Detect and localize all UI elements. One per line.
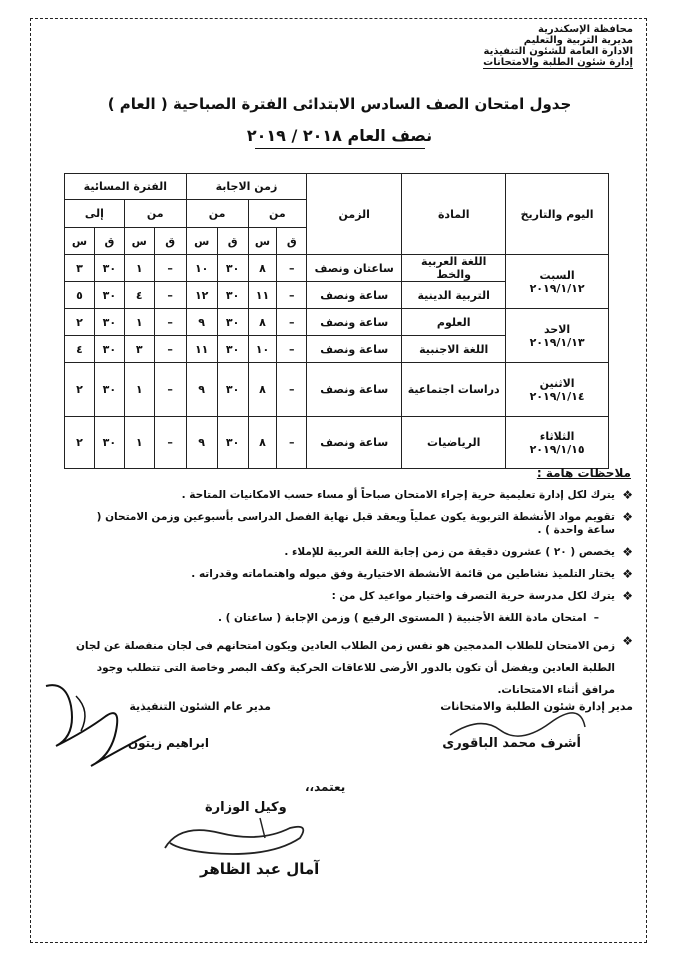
cell: – — [277, 309, 307, 336]
subject-cell: التربية الدينية — [402, 282, 506, 309]
note-subitem-text: امتحان مادة اللغة الأجنبية ( المستوى الرفيع ) وزمن الإجابة ( ساعتان ) . — [217, 612, 587, 624]
time-cell: ساعة ونصف — [307, 282, 402, 309]
letterhead-line: مديرية التربية والتعليم — [523, 35, 633, 46]
cell: ٣٠ — [94, 417, 124, 469]
cell: – — [277, 363, 307, 417]
letterhead-line: الادارة العامة للشئون التنفيذية — [483, 46, 633, 57]
left-signatory-title: مدير عام الشئون التنفيذية — [129, 700, 271, 713]
cell: – — [277, 282, 307, 309]
cell: ٣٠ — [217, 309, 248, 336]
notes-heading: ملاحظات هامة : — [536, 466, 631, 480]
cell: ١١ — [248, 282, 277, 309]
cell: – — [277, 417, 307, 469]
diamond-bullet-icon: ❖ — [622, 488, 633, 502]
right-signatory-name: أشرف محمد الباقورى — [442, 736, 581, 751]
note-text: يترك لكل مدرسة حرية التصرف واختيار مواعيد كل من : — [331, 590, 615, 602]
cell: ١ — [124, 255, 154, 282]
day-cell — [506, 417, 609, 469]
header-s: س — [186, 228, 217, 255]
cell: ٣٠ — [94, 309, 124, 336]
cell: – — [154, 255, 186, 282]
day-cell — [506, 255, 609, 309]
note-item — [73, 590, 633, 603]
day-date: ٢٠١٩/١/١٣ — [529, 335, 585, 349]
cell: ٣٠ — [217, 363, 248, 417]
cell: ٣ — [124, 336, 154, 363]
cell: ٣٠ — [217, 282, 248, 309]
cell: ٣٠ — [217, 417, 248, 469]
cell: – — [154, 282, 186, 309]
note-text: يترك لكل إدارة تعليمية حرية إجراء الامتحان صباحاً أو مساء حسب الامكانيات المتاحة . — [181, 489, 615, 501]
note-item — [73, 568, 633, 581]
notes-list — [73, 489, 633, 710]
cell: ٣ — [65, 255, 95, 282]
header-q: ق — [154, 228, 186, 255]
cell: ٩ — [186, 363, 217, 417]
page-border — [30, 18, 647, 943]
approval-label: يعتمد،، — [305, 780, 346, 794]
note-item — [73, 635, 633, 701]
deputy-name: آمال عبد الظاهر — [200, 860, 320, 878]
header-evening: الفترة المسائية — [65, 174, 187, 200]
cell: ٣٠ — [94, 255, 124, 282]
cell: – — [154, 309, 186, 336]
note-text: يختار التلميذ نشاطين من قائمة الأنشطة الاختيارية وفق ميوله واهتماماته وقدراته . — [191, 568, 615, 580]
time-cell: ساعة ونصف — [307, 417, 402, 469]
cell: ٣٠ — [94, 336, 124, 363]
header-s: س — [124, 228, 154, 255]
header-s: س — [248, 228, 277, 255]
time-cell: ساعة ونصف — [307, 363, 402, 417]
header-q: ق — [217, 228, 248, 255]
subject-cell: دراسات اجتماعية — [402, 363, 506, 417]
day-cell — [506, 363, 609, 417]
time-cell: ساعة ونصف — [307, 336, 402, 363]
subject-cell: اللغة الاجنبية — [402, 336, 506, 363]
day-name: السبت — [539, 268, 575, 282]
cell: ٩ — [186, 417, 217, 469]
page-subtitle: نصف العام ٢٠١٨ / ٢٠١٩ — [246, 126, 433, 145]
cell: ١٠ — [186, 255, 217, 282]
header-q: ق — [277, 228, 307, 255]
cell: ٩ — [186, 309, 217, 336]
cell: – — [154, 417, 186, 469]
day-name: الثلاثاء — [539, 429, 575, 443]
diamond-bullet-icon: ❖ — [622, 589, 633, 603]
subject-cell: العلوم — [402, 309, 506, 336]
day-date: ٢٠١٩/١/١٥ — [529, 442, 585, 456]
left-signatory-name: ابراهيم زيتون — [127, 736, 209, 750]
cell: ٣٠ — [217, 255, 248, 282]
cell: ٥ — [65, 282, 95, 309]
header-answer-time: زمن الاجابة — [186, 174, 306, 200]
cell: ١٢ — [186, 282, 217, 309]
cell: ٨ — [248, 417, 277, 469]
cell: ٨ — [248, 309, 277, 336]
deputy-title: وكيل الوزارة — [205, 800, 287, 815]
page-title: جدول امتحان الصف السادس الابتدائى الفترة الصباحية ( العام ) — [107, 95, 572, 113]
day-date: ٢٠١٩/١/١٤ — [529, 389, 585, 403]
note-item — [73, 489, 633, 502]
cell: ٣٠ — [94, 363, 124, 417]
header-subject: المادة — [402, 174, 506, 255]
cell: ٨ — [248, 363, 277, 417]
letterhead — [483, 24, 633, 69]
header-from: من — [248, 200, 307, 228]
note-item — [73, 546, 633, 559]
cell: ٣٠ — [94, 282, 124, 309]
letterhead-line: محافظة الإسكندرية — [538, 24, 633, 35]
right-signatory-title: مدير إدارة شئون الطلبة والامتحانات — [440, 700, 633, 713]
note-text: تقويم مواد الأنشطة التربوية يكون عملياً ويعقد قبل نهاية الفصل الدراسى بأسبوعين وزمن الامتحان ( ساعة واحدة ) . — [96, 511, 615, 536]
day-name: الاثنين — [539, 376, 575, 390]
header-day: اليوم والتاريخ — [506, 174, 609, 255]
diamond-bullet-icon: ❖ — [622, 545, 633, 559]
subject-cell: الرياضيات — [402, 417, 506, 469]
cell: ١ — [124, 309, 154, 336]
time-cell: ساعتان ونصف — [307, 255, 402, 282]
deputy-signature-mark — [150, 808, 320, 868]
subject-cell: اللغة العربية والخط — [402, 255, 506, 282]
header-to: إلى — [65, 200, 125, 228]
day-cell — [506, 309, 609, 363]
cell: ٢ — [65, 363, 95, 417]
diamond-bullet-icon: ❖ — [622, 510, 633, 524]
note-item — [73, 511, 633, 537]
cell: ١ — [124, 417, 154, 469]
cell: – — [277, 255, 307, 282]
note-subitem: – امتحان مادة اللغة الأجنبية ( المستوى الرفيع ) وزمن الإجابة ( ساعتان ) . — [217, 612, 599, 624]
cell: ٤ — [65, 336, 95, 363]
cell: ٢ — [65, 309, 95, 336]
cell: ١١ — [186, 336, 217, 363]
cell: ٣٠ — [217, 336, 248, 363]
day-name: الاحد — [543, 322, 571, 336]
cell: ١ — [124, 363, 154, 417]
cell: ١٠ — [248, 336, 277, 363]
header-s: س — [65, 228, 95, 255]
left-signature-mark — [36, 676, 156, 776]
cell: – — [154, 336, 186, 363]
header-time: الزمن — [307, 174, 402, 255]
diamond-bullet-icon: ❖ — [622, 634, 633, 648]
day-date: ٢٠١٩/١/١٢ — [529, 281, 585, 295]
cell: – — [277, 336, 307, 363]
note-text: زمن الامتحان للطلاب المدمجين هو نفس زمن الطلاب العادين ويكون امتحانهم فى لجان منفصلة عن لجان الطلبة العادين ويفضل أن تكون بالدور الأرضى للاعاقات الحركية وكف البصر وخاصة التى تتطلب وجود مرافق أثناء الامتحانات. — [75, 640, 615, 696]
header-from: من — [186, 200, 248, 228]
letterhead-line: إدارة شئون الطلبة والامتحانات — [483, 57, 633, 68]
note-text: يخصص ( ٢٠ ) عشرون دقيقة من زمن إجابة اللغة العربية للإملاء . — [284, 546, 615, 558]
cell: – — [154, 363, 186, 417]
subtitle-underline — [255, 148, 425, 149]
header-from: من — [124, 200, 186, 228]
diamond-bullet-icon: ❖ — [622, 567, 633, 581]
header-q: ق — [94, 228, 124, 255]
exam-schedule-table — [64, 173, 609, 469]
cell: ٢ — [65, 417, 95, 469]
time-cell: ساعة ونصف — [307, 309, 402, 336]
cell: ٨ — [248, 255, 277, 282]
cell: ٤ — [124, 282, 154, 309]
